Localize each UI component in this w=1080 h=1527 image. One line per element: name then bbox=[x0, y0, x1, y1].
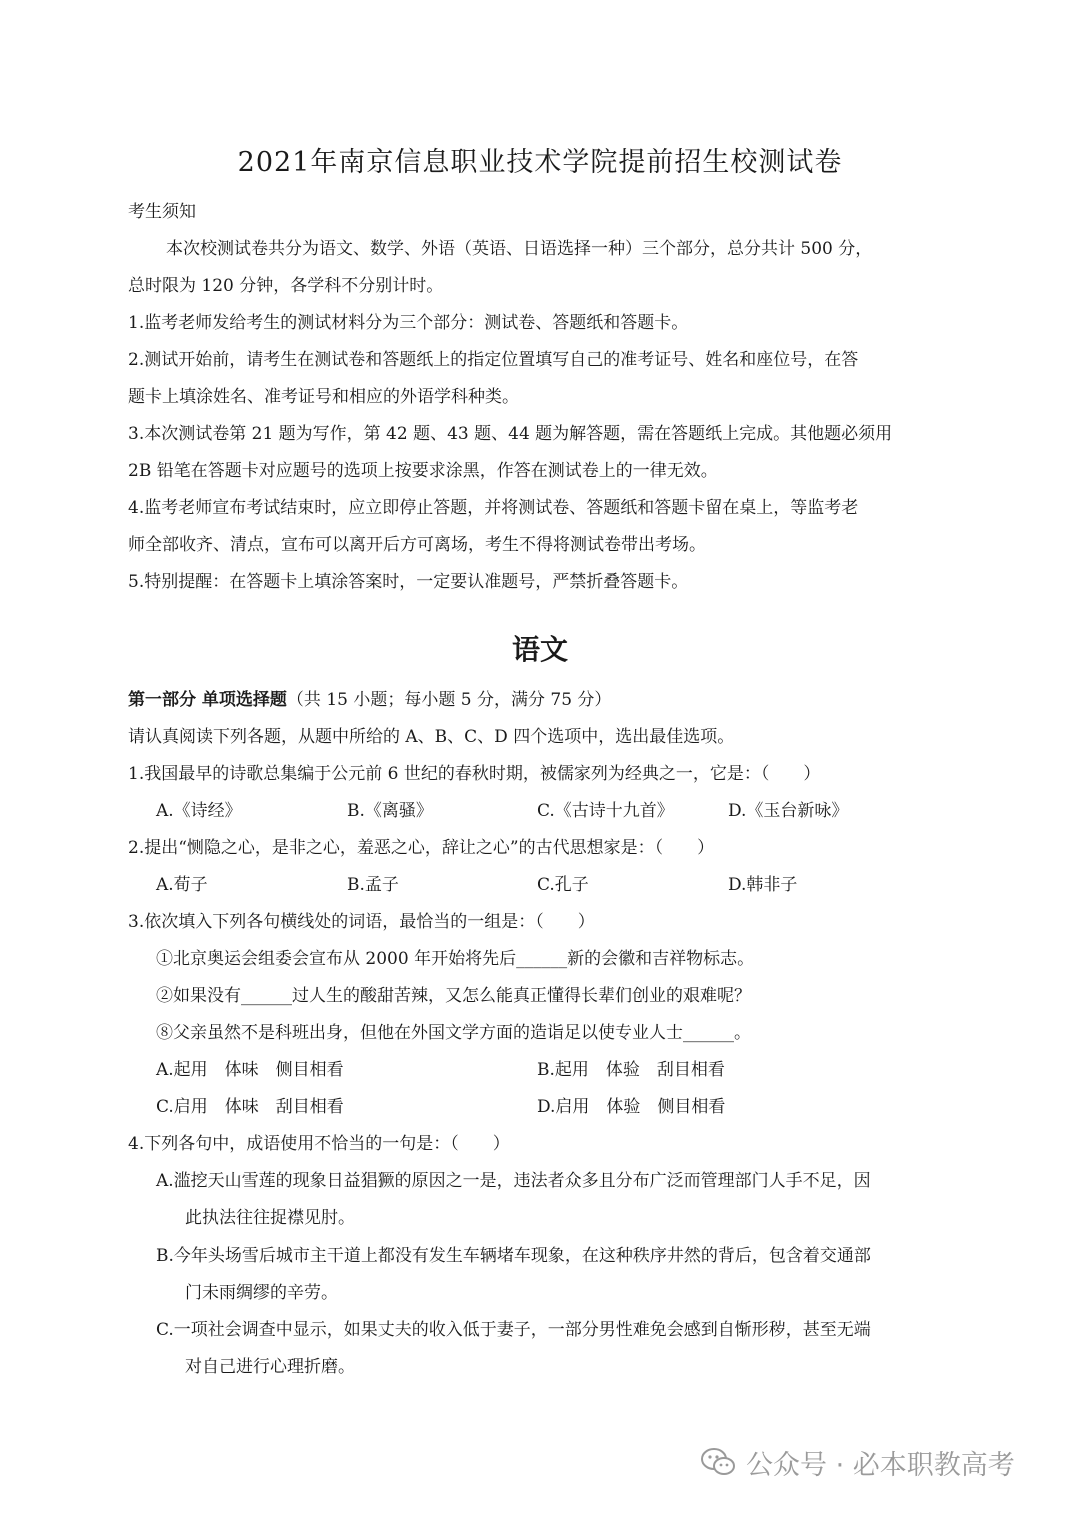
q1-option-d: D.《玉台新咏》 bbox=[728, 801, 849, 821]
subject-heading: 语文 bbox=[511, 633, 568, 666]
exam-title: 2021年南京信息职业技术学院提前招生校测试卷 bbox=[237, 147, 843, 178]
notice-item-2-line1: 2.测试开始前，请考生在测试卷和答题纸上的指定位置填写自己的准考证号、姓名和座位号，在答 bbox=[128, 350, 859, 370]
q1-option-b: B.《离骚》 bbox=[347, 801, 433, 821]
q3-option-d: D.启用 体验 侧目相看 bbox=[537, 1097, 726, 1117]
notice-item-4-line2: 师全部收齐、清点，宣布可以离开后方可离场，考生不得将测试卷带出考场。 bbox=[128, 535, 706, 555]
part1-detail: （共 15 小题；每小题 5 分，满分 75 分） bbox=[286, 690, 612, 710]
q2-stem: 2.提出“恻隐之心，是非之心，羞恶之心，辞让之心”的古代思想家是：（ ） bbox=[128, 838, 715, 858]
q4-option-c-line2: 对自己进行心理折磨。 bbox=[185, 1357, 355, 1377]
q4-option-a-line2: 此执法往往捉襟见肘。 bbox=[185, 1208, 355, 1228]
part1-header bbox=[128, 688, 611, 712]
q4-option-b-line2: 门未雨绸缪的辛劳。 bbox=[185, 1283, 338, 1303]
notice-intro-line2: 总时限为 120 分钟，各学科不分别计时。 bbox=[128, 276, 444, 296]
notice-item-4-line1: 4.监考老师宣布考试结束时，应立即停止答题，并将测试卷、答题纸和答题卡留在桌上，等监考老 bbox=[128, 498, 859, 518]
q1-option-a: A.《诗经》 bbox=[156, 801, 242, 821]
q2-option-c: C.孔子 bbox=[537, 875, 589, 895]
q1-option-c: C.《古诗十九首》 bbox=[537, 801, 674, 821]
q4-option-b-line1: B.今年头场雪后城市主干道上都没有发生车辆堵车现象，在这种秩序井然的背后，包含着交通部 bbox=[156, 1246, 871, 1266]
q4-option-a-line1: A.滥挖天山雪莲的现象日益猖獗的原因之一是，违法者众多且分布广泛而管理部门人手不足，因 bbox=[156, 1171, 871, 1191]
q3-sentence-1: ①北京奥运会组委会宣布从 2000 年开始将先后______新的会徽和吉祥物标志。 bbox=[156, 949, 755, 969]
watermark bbox=[700, 1440, 1015, 1484]
q3-sentence-2: ②如果没有______过人生的酸甜苦辣，又怎么能真正懂得长辈们创业的艰难呢？ bbox=[156, 986, 751, 1006]
q2-option-a: A.荀子 bbox=[156, 875, 208, 895]
q3-option-c: C.启用 体味 刮目相看 bbox=[156, 1097, 344, 1117]
wechat-icon bbox=[700, 1447, 736, 1477]
notice-item-2-line2: 题卡上填涂姓名、准考证号和相应的外语学科种类。 bbox=[128, 387, 519, 407]
notice-heading: 考生须知 bbox=[128, 202, 196, 222]
q3-sentence-3: ⑧父亲虽然不是科班出身，但他在外国文学方面的造诣足以使专业人士______。 bbox=[156, 1023, 751, 1043]
notice-item-5: 5.特别提醒：在答题卡上填涂答案时，一定要认准题号，严禁折叠答题卡。 bbox=[128, 572, 689, 592]
notice-intro-line1: 本次校测试卷共分为语文、数学、外语（英语、日语选择一种）三个部分，总分共计 500 分， bbox=[166, 239, 873, 259]
q4-option-c-line1: C.一项社会调查中显示，如果丈夫的收入低于妻子，一部分男性难免会感到自惭形秽，甚至无端 bbox=[156, 1320, 871, 1340]
q2-option-d: D.韩非子 bbox=[728, 875, 798, 895]
notice-item-1: 1.监考老师发给考生的测试材料分为三个部分：测试卷、答题纸和答题卡。 bbox=[128, 313, 689, 333]
q4-stem: 4.下列各句中，成语使用不恰当的一句是：（ ） bbox=[128, 1134, 510, 1154]
q3-option-b: B.起用 体验 刮目相看 bbox=[537, 1060, 725, 1080]
notice-item-3-line2: 2B 铅笔在答题卡对应题号的选项上按要求涂黑，作答在测试卷上的一律无效。 bbox=[128, 461, 718, 481]
notice-item-3-line1: 3.本次测试卷第 21 题为写作，第 42 题、43 题、44 题为解答题，需在答题纸上完成。其他题必须用 bbox=[128, 424, 893, 444]
watermark-text: 公众号 · 必本职教高考 bbox=[746, 1449, 1015, 1481]
part1-instruction: 请认真阅读下列各题，从题中所给的 A、B、C、D 四个选项中，选出最佳选项。 bbox=[128, 727, 735, 747]
q1-stem: 1.我国最早的诗歌总集编于公元前 6 世纪的春秋时期，被儒家列为经典之一，它是：（ ） bbox=[128, 764, 821, 784]
q2-option-b: B.孟子 bbox=[347, 875, 399, 895]
q3-stem: 3.依次填入下列各句横线处的词语，最恰当的一组是：（ ） bbox=[128, 912, 595, 932]
part1-label: 第一部分 单项选择题 bbox=[128, 690, 287, 710]
q3-option-a: A.起用 体味 侧目相看 bbox=[156, 1060, 344, 1080]
